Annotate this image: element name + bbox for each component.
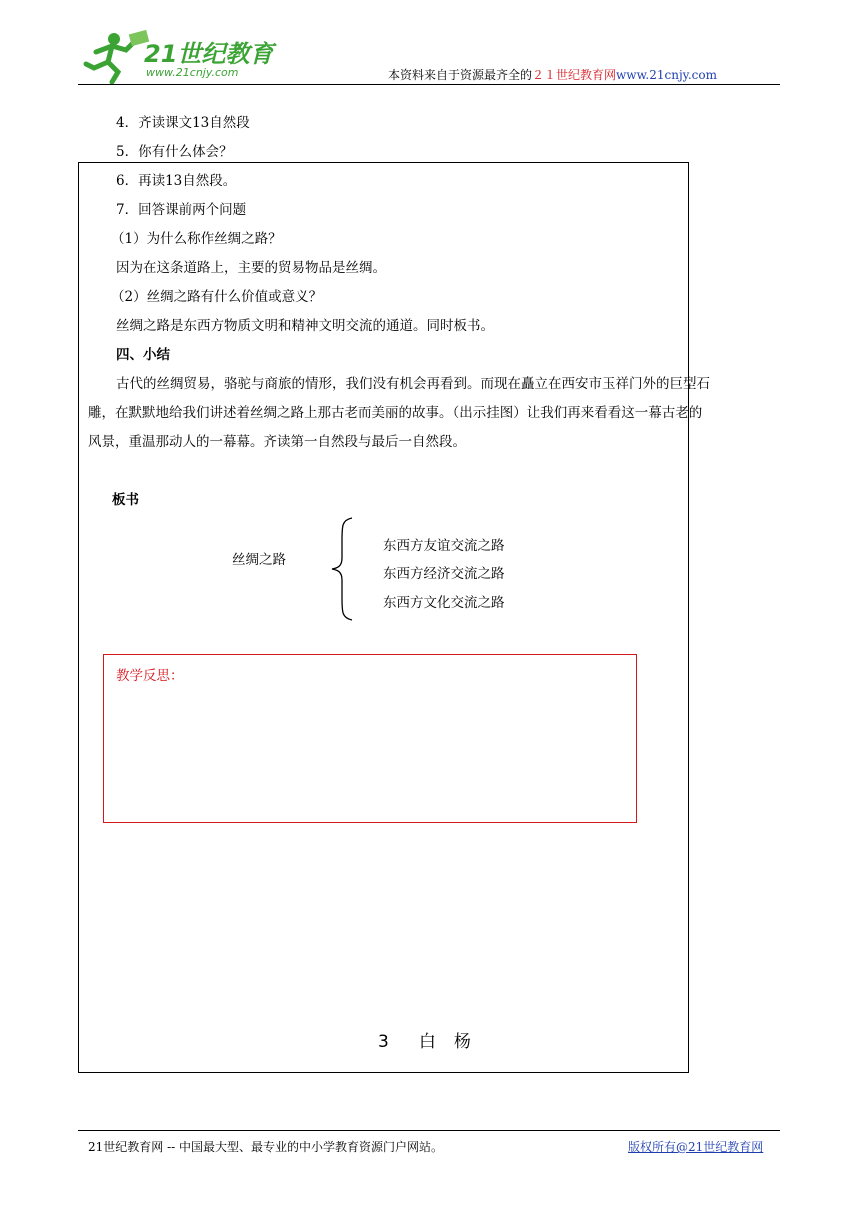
board-heading: 板书 xyxy=(112,492,139,508)
header-note-prefix: 本资料来自于资源最齐全的 xyxy=(388,68,533,82)
step-7: 7．回答课前两个问题 xyxy=(116,202,247,218)
board-item-economy: 东西方经济交流之路 xyxy=(383,566,505,582)
footer-text: 21世纪教育网 -- 中国最大型、最专业的中小学教育资源门户网站。 xyxy=(88,1140,444,1154)
board-topic: 丝绸之路 xyxy=(232,552,286,568)
question-1: （1）为什么称作丝绸之路？ xyxy=(111,231,282,247)
answer-1: 因为在这条道路上，主要的贸易物品是丝绸。 xyxy=(116,260,386,276)
footer-divider xyxy=(78,1130,780,1131)
summary-line-1: 古代的丝绸贸易，骆驼与商旅的情形，我们没有机会再看到。而现在矗立在西安市玉祥门外的巨型石 xyxy=(116,376,710,392)
board-item-friendship: 东西方友谊交流之路 xyxy=(383,538,505,554)
summary-line-2: 雕，在默默地给我们讲述着丝绸之路上那古老而美丽的故事。（出示挂图）让我们再来看看这一幕古老的 xyxy=(88,405,703,421)
question-2: （2）丝绸之路有什么价值或意义？ xyxy=(111,289,323,305)
summary-line-3: 风景，重温那动人的一幕幕。齐读第一自然段与最后一自然段。 xyxy=(88,434,466,450)
board-item-culture: 东西方文化交流之路 xyxy=(383,595,505,611)
step-5: 5．你有什么体会？ xyxy=(116,144,233,160)
answer-2: 丝绸之路是东西方物质文明和精神文明交流的通道。同时板书。 xyxy=(116,318,494,334)
summary-heading: 四、小结 xyxy=(116,347,170,363)
step-6: 6．再读13自然段。 xyxy=(116,173,237,189)
site-logo xyxy=(82,28,282,86)
header-note-url[interactable]: www.21cnjy.com xyxy=(616,68,717,82)
logo-url: www.21cnjy.com xyxy=(146,66,239,79)
curly-brace-icon xyxy=(328,516,358,622)
header-note xyxy=(388,66,717,83)
lesson-title-char-2: 杨 xyxy=(453,1032,471,1052)
header-note-highlight: ２１世纪教育网 xyxy=(532,68,617,82)
header-divider xyxy=(78,84,780,85)
copyright-link[interactable]: 版权所有@21世纪教育网 xyxy=(628,1140,764,1154)
lesson-number: 3 xyxy=(378,1032,389,1052)
logo-wordmark: 21世纪教育 xyxy=(144,40,274,68)
lesson-title-char-1: 白 xyxy=(418,1032,436,1052)
runner-icon xyxy=(86,30,149,82)
reflection-label: 教学反思： xyxy=(116,668,184,684)
lesson-title xyxy=(378,1027,471,1052)
step-4: 4．齐读课文13自然段 xyxy=(116,115,250,131)
